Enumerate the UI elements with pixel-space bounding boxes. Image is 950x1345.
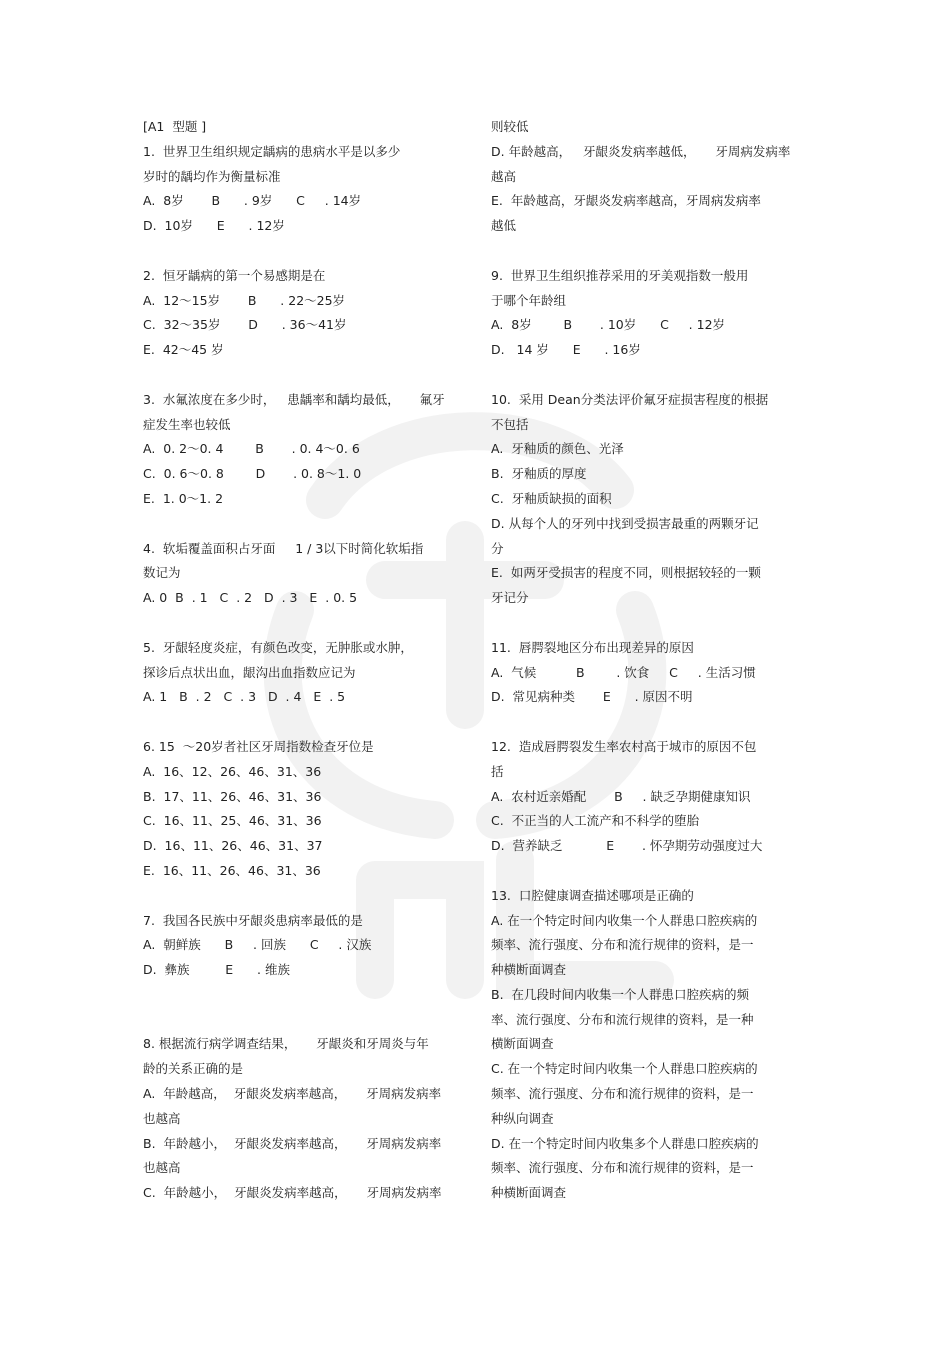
question-line: 则较低 (491, 119, 529, 134)
question-block (491, 636, 801, 710)
question-line: 龄的关系正确的是 (143, 1061, 244, 1077)
right-column (491, 115, 801, 1206)
question-line: D. 彝族 E . 维族 (143, 962, 290, 978)
question-line: 牙记分 (491, 590, 529, 606)
question-line: 6. 15 ～20岁者社区牙周指数检查牙位是 (143, 738, 374, 754)
question-gap (491, 710, 801, 735)
question-block (491, 264, 801, 363)
question-line: 9. 世界卫生组织推荐采用的牙美观指数一般用 (491, 267, 749, 283)
question-line: 种纵向调查 (491, 1110, 554, 1126)
question-line: C. 牙釉质缺损的面积 (491, 490, 612, 506)
question-line: 率、流行强度、分布和流行规律的资料，是一种 (491, 1011, 754, 1027)
question-line: 频率、流行强度、分布和流行规律的资料，是一 (491, 1086, 754, 1102)
question-line: C. 16、11、25、46、31、36 (143, 813, 322, 829)
question-block (143, 735, 463, 884)
question-line: 分 (491, 540, 504, 556)
question-block (491, 115, 801, 239)
question-gap (491, 611, 801, 636)
question-line: D. 从每个人的牙列中找到受损害最重的两颗牙记 (491, 515, 759, 531)
question-line: 2. 恒牙龋病的第一个易感期是在 (143, 267, 326, 283)
question-gap (143, 710, 463, 735)
question-line: 括 (491, 763, 504, 779)
question-line: 12. 造成唇腭裂发生率农村高于城市的原因不包 (491, 738, 757, 754)
question-block (491, 884, 801, 1206)
question-line: 也越高 (143, 1160, 181, 1176)
question-line: A. 气候 B . 饮食 C . 生活习惯 (491, 664, 756, 680)
question-block (143, 636, 463, 710)
question-line: 5. 牙龈轻度炎症，有颜色改变，无肿胀或水肿， (143, 639, 413, 655)
question-line: A. 牙釉质的颜色、光泽 (491, 441, 624, 457)
question-line: C. 32～35岁 D . 36～41岁 (143, 317, 347, 333)
question-line: A. 12～15岁 B . 22～25岁 (143, 292, 346, 308)
question-line: A. 朝鲜族 B . 回族 C . 汉族 (143, 937, 372, 953)
question-line: 于哪个年龄组 (491, 292, 567, 308)
question-block (143, 115, 463, 239)
question-line: D. 14 岁 E . 16岁 (491, 342, 641, 358)
question-line: 也越高 (143, 1110, 181, 1126)
question-line: E. 年龄越高，牙龈炎发病率越高，牙周病发病率 (491, 193, 761, 209)
question-line: 11. 唇腭裂地区分布出现差异的原因 (491, 639, 694, 655)
question-line: 1. 世界卫生组织规定龋病的患病水平是以多少 (143, 143, 401, 159)
question-block (491, 735, 801, 859)
question-line: A. 8岁 B . 9岁 C . 14岁 (143, 193, 362, 209)
question-line: 13. 口腔健康调查描述哪项是正确的 (491, 887, 694, 903)
question-line: 探诊后点状出血，龈沟出血指数应记为 (143, 664, 356, 680)
question-line: D. 在一个特定时间内收集多个人群患口腔疾病的 (491, 1135, 759, 1151)
question-gap (143, 611, 463, 636)
question-line: 3. 水氟浓度在多少时， 患龋率和龋均最低， 氟牙 (143, 391, 445, 407)
question-line: 种横断面调查 (491, 962, 567, 978)
question-gap (143, 884, 463, 909)
question-line: 不包括 (491, 416, 529, 432)
question-line: D. 16、11、26、46、31、37 (143, 838, 323, 854)
question-line: 岁时的龋均作为衡量标准 (143, 168, 281, 184)
question-line: A. 0. 2～0. 4 B . 0. 4～0. 6 (143, 441, 360, 457)
question-line: 症发生率也较低 (143, 416, 231, 432)
question-line: 越低 (491, 218, 517, 234)
question-block (143, 388, 463, 512)
question-line: B. 牙釉质的厚度 (491, 466, 587, 482)
question-line: 8. 根据流行病学调查结果， 牙龈炎和牙周炎与年 (143, 1036, 429, 1052)
question-line: 频率、流行强度、分布和流行规律的资料，是一 (491, 937, 754, 953)
question-line: C. 0. 6～0. 8 D . 0. 8～1. 0 (143, 466, 362, 482)
question-line: E. 1. 0～1. 2 (143, 490, 224, 506)
question-block (143, 1032, 463, 1206)
question-gap (491, 363, 801, 388)
question-line: B. 在几段时间内收集一个人群患口腔疾病的频 (491, 986, 749, 1002)
question-block (143, 264, 463, 363)
question-line: A. 16、12、26、46、31、36 (143, 763, 322, 779)
question-line: D. 常见病种类 E . 原因不明 (491, 689, 693, 705)
question-line: 频率、流行强度、分布和流行规律的资料，是一 (491, 1160, 754, 1176)
question-line: A. 8岁 B . 10岁 C . 12岁 (491, 317, 726, 333)
question-line: A. 年龄越高， 牙龈炎发病率越高， 牙周病发病率 (143, 1086, 442, 1102)
question-line: D. 营养缺乏 E . 怀孕期劳动强度过大 (491, 838, 763, 854)
question-gap (143, 512, 463, 537)
question-line: C. 不正当的人工流产和不科学的堕胎 (491, 813, 700, 829)
question-gap (143, 983, 463, 1008)
question-line: D. 10岁 E . 12岁 (143, 218, 285, 234)
question-line: A. 1 B . 2 C . 3 D . 4 E . 5 (143, 689, 346, 705)
question-gap (491, 239, 801, 264)
question-line: B. 17、11、26、46、31、36 (143, 788, 322, 804)
question-line: A. 农村近亲婚配 B . 缺乏孕期健康知识 (491, 788, 751, 804)
question-gap (491, 859, 801, 884)
question-line: 10. 采用 Dean分类法评价氟牙症损害程度的根据 (491, 391, 769, 407)
question-line: E. 42～45 岁 (143, 342, 224, 358)
question-line: 种横断面调查 (491, 1185, 567, 1201)
question-line: 横断面调查 (491, 1036, 554, 1052)
question-block (143, 909, 463, 983)
question-gap (143, 363, 463, 388)
question-line: 4. 软垢覆盖面积占牙面 1 / 3以下时简化软垢指 (143, 540, 424, 556)
question-line: 数记为 (143, 565, 181, 581)
question-line: E. 16、11、26、46、31、36 (143, 862, 321, 878)
question-line: C. 在一个特定时间内收集一个人群患口腔疾病的 (491, 1061, 758, 1077)
question-line: 越高 (491, 168, 517, 184)
question-line: [A1 型题 ] (143, 119, 207, 134)
question-line: 7. 我国各民族中牙龈炎患病率最低的是 (143, 912, 363, 928)
question-line: A. 0 B . 1 C . 2 D . 3 E . 0. 5 (143, 590, 358, 606)
question-line: E. 如两牙受损害的程度不同，则根据较轻的一颗 (491, 565, 761, 581)
question-gap (143, 239, 463, 264)
question-line: B. 年龄越小， 牙龈炎发病率越高， 牙周病发病率 (143, 1135, 442, 1151)
question-line: A. 在一个特定时间内收集一个人群患口腔疾病的 (491, 912, 758, 928)
question-block (143, 537, 463, 611)
question-gap (143, 1008, 463, 1033)
left-column (143, 115, 463, 1206)
question-line: D. 年龄越高， 牙龈炎发病率越低， 牙周病发病率 (491, 143, 791, 159)
question-block (491, 388, 801, 611)
question-line: C. 年龄越小， 牙龈炎发病率越高， 牙周病发病率 (143, 1185, 442, 1201)
